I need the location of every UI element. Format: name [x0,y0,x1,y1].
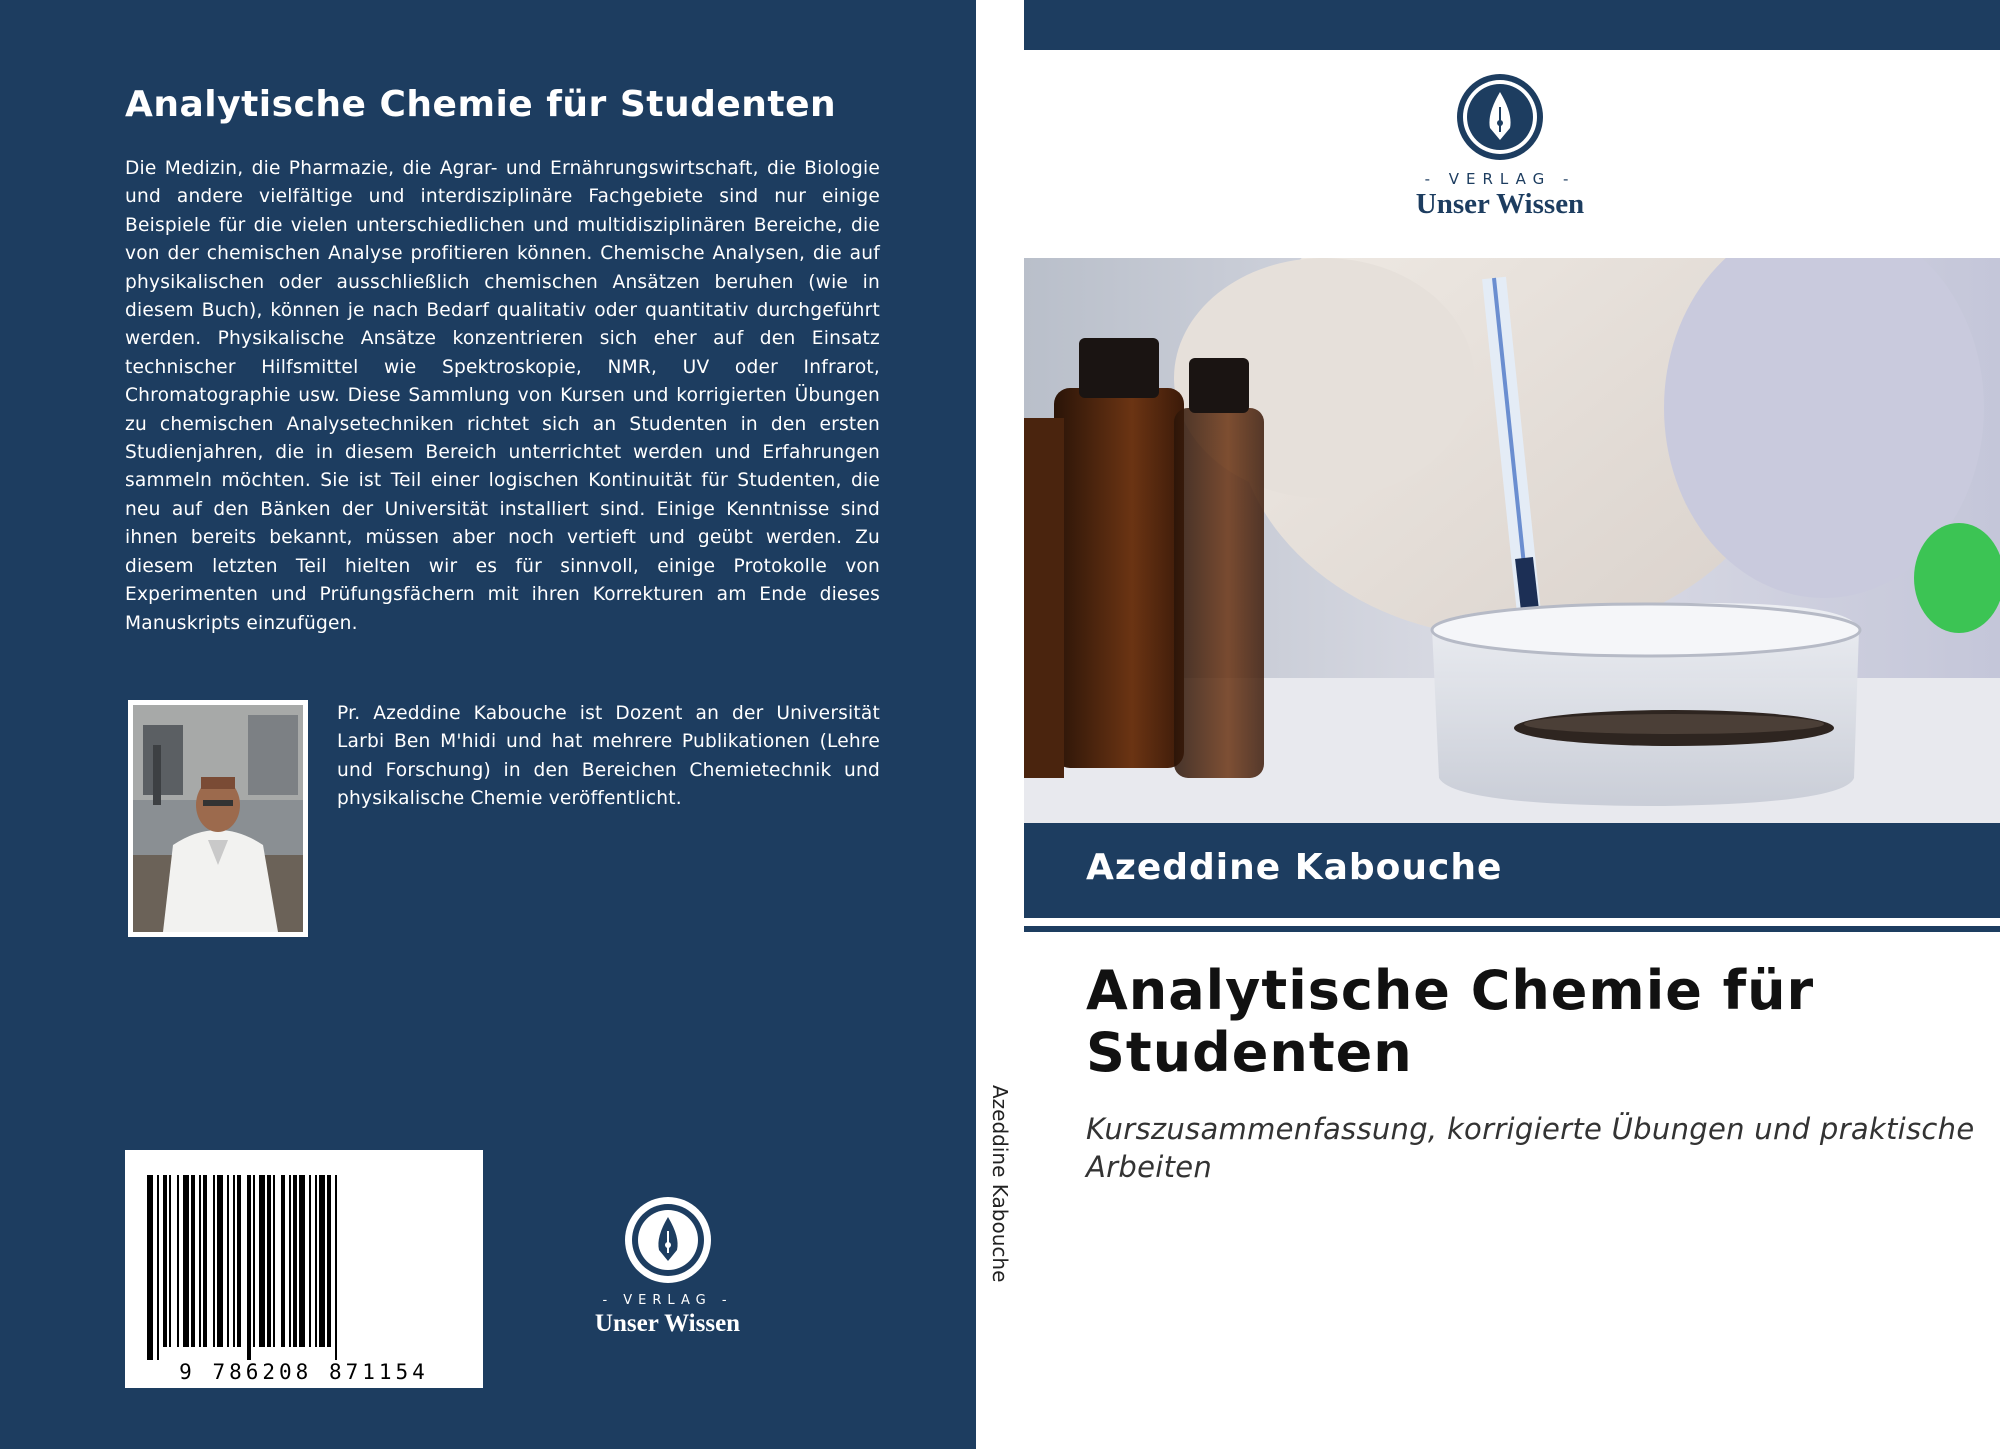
back-cover-title: Analytische Chemie für Studenten [125,84,837,125]
fountain-pen-nib-logo-icon [1455,72,1545,162]
back-logo-brand: Unser Wissen [594,1310,741,1337]
barcode-bar [183,1175,189,1347]
isbn-barcode [125,1150,483,1388]
barcode-bar [169,1175,171,1347]
barcode-bar [157,1175,159,1360]
barcode-bar [309,1175,311,1347]
back-cover-blurb: Die Medizin, die Pharmazie, die Agrar- und Ernährungswirtschaft, die Biologie und andere vielfältige und interdisziplinäre Fachgebiete sind nur einige Beispiele für die vielen unterschiedlichen und multidisziplinären Bereiche, die von der chemischen Analyse profitieren können. Chemische Analysen, die auf physikalischen oder ausschließlich chemischen Ansätzen beruhen (wie in diesem Buch), können je nach Bedarf qualitativ oder quantitativ durchgeführt werden. Physikalische Ansätze konzentrieren sich eher auf den Einsatz technischer Hilfsmittel wie Spektroskopie, NMR, UV oder Infrarot, Chromatographie usw. Diese Sammlung von Kursen und korrigierten Übungen zu chemischen Analysetechniken richtet sich an Studenten in den ersten Studienjahren, die in diesem Bereich unterrichtet werden und Erfahrungen sammeln möchten. Sie ist Teil einer logischen Kontinuität für Studenten, die neu auf den Bänken der Universität installiert sind. Einige Kenntnisse sind ihnen bereits bekannt, müssen aber noch vertieft und geübt werden. Zu diesem letzten Teil hielten wir es für sinnvoll, einige Protokolle von Experimenten und Prüfungsfächern mit ihren Korrekturen am Ende dieses Manuskripts einzufügen. [125,158,880,634]
barcode-bar [335,1175,337,1360]
front-logo-brand: Unser Wissen [1415,188,1585,220]
barcode-bar [147,1175,153,1360]
spine-author: Azeddine Kabouche [988,1085,1012,1283]
barcode-bar [203,1175,207,1347]
front-author-band [1024,823,2000,918]
barcode-bar [293,1175,297,1347]
barcode-bar [217,1175,223,1347]
front-top-bar [1024,0,2000,50]
front-title: Analytische Chemie für Studenten [1086,959,1815,1084]
front-divider-rule [1024,926,2000,932]
barcode-bar [315,1175,317,1347]
barcode-bar [177,1175,179,1347]
author-photo [128,700,308,937]
author-bio: Pr. Azeddine Kabouche ist Dozent an der Universität Larbi Ben M'hidi und hat mehrere Publikationen (Lehre und Forschung) in den Bereichen Chemietechnik und physikalische Chemie veröffentlicht. [337,703,880,810]
barcode-bar [267,1175,271,1347]
front-author-name: Azeddine Kabouche [1086,847,1503,888]
barcode-bar [299,1175,305,1347]
barcode-bar [233,1175,235,1347]
front-logo-verlag: - VERLAG - [1424,170,1576,188]
barcode-bar [253,1175,255,1347]
barcode-bar [213,1175,215,1347]
front-publisher-logo [1390,72,1610,222]
barcode-bar [327,1175,331,1347]
barcode-bar [163,1175,167,1347]
barcode-bar [237,1175,241,1347]
barcode-bar [259,1175,265,1347]
barcode-bar [191,1175,195,1347]
back-publisher-logo [560,1195,775,1335]
barcode-bar [289,1175,291,1347]
barcode-bar [247,1175,251,1360]
back-cover [0,0,976,1449]
back-logo-verlag: - VERLAG - [602,1293,733,1308]
barcode-bar [227,1175,229,1347]
barcode-bar [319,1175,325,1347]
isbn-digits: 9 786208 871154 [179,1360,429,1384]
cover-lab-photo [1024,258,2000,823]
barcode-bar [273,1175,275,1347]
fountain-pen-nib-logo-icon [623,1195,713,1285]
front-subtitle: Kurszusammenfassung, korrigierte Übungen und praktische Arbeiten [1086,1112,1975,1184]
barcode-bar [281,1175,285,1347]
barcode-bar [199,1175,201,1347]
